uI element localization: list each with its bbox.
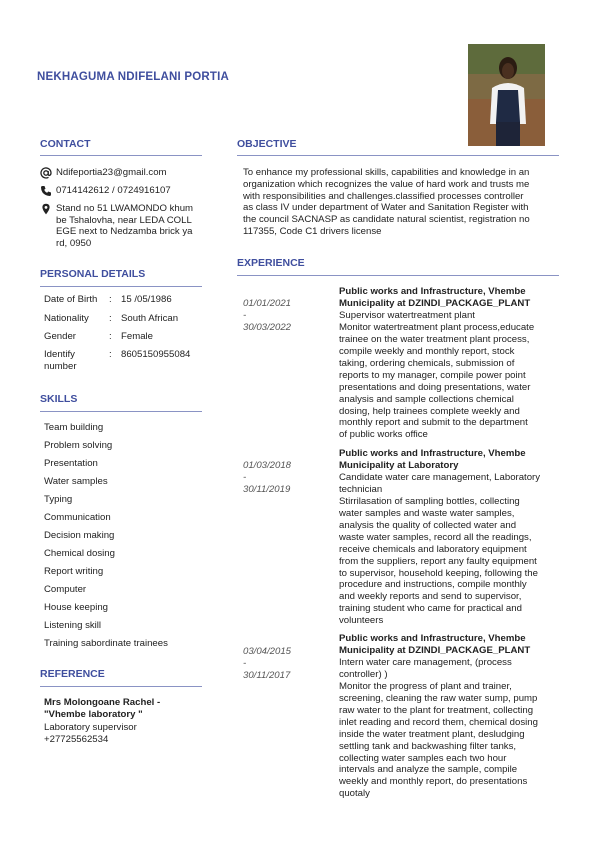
- description-line: Supervisor watertreatment plant: [339, 309, 475, 321]
- at-icon: [40, 167, 53, 179]
- pd-label-line: number: [44, 360, 77, 372]
- contact-heading: CONTACT: [40, 138, 91, 150]
- pd-colon: :: [109, 294, 112, 305]
- objective-divider: [237, 155, 559, 156]
- description-line: weekly and monthly report, do presentations: [339, 776, 528, 788]
- date-start: 01/03/2018: [243, 460, 292, 471]
- skill-item: Report writing: [44, 566, 104, 577]
- contact-phone: [40, 185, 171, 197]
- pd-value: 8605150955084: [121, 349, 191, 360]
- description-line: Monitor the progress of plant and trainer,: [339, 680, 512, 692]
- description-line: taking, ordering chemicals, submission of: [339, 357, 515, 369]
- pd-colon: :: [109, 349, 112, 360]
- description-line: from the suppliers, report any faulty equipment: [339, 555, 537, 567]
- contact-divider: [40, 155, 202, 156]
- objective-line: To enhance my professional skills, capabilities and knowledge in an: [243, 167, 530, 178]
- contact-address-text: [56, 203, 193, 249]
- employer-line: Public works and Infrastructure, Vhembe: [339, 286, 526, 297]
- skill-item: Typing: [44, 494, 73, 505]
- objective-line: the council SACNASP as candidate natural scientist, registration no: [243, 214, 530, 226]
- pd-label: Gender: [44, 331, 76, 342]
- objective-line: 117355, Code C1 drivers license: [243, 225, 382, 237]
- address-line: be Tshalovha, near LEDA COLL: [56, 214, 192, 226]
- resume-name: NEKHAGUMA NDIFELANI PORTIA: [37, 71, 229, 83]
- description-line: trainee on the water treatment plant process,: [339, 333, 530, 345]
- address-line: rd, 0950: [56, 237, 92, 249]
- description-line: analysis and sample collections chemical: [339, 393, 514, 405]
- description-line: technician: [339, 483, 383, 495]
- description-line: monthly report and submit to the department: [339, 417, 528, 429]
- objective-line: organization which recognizes the value of hard work and trusts me: [243, 178, 530, 190]
- description-line: dosing, help trainees complete weekly and: [339, 405, 520, 417]
- date-end: 30/11/2019: [243, 484, 291, 495]
- employer-line: Public works and Infrastructure, Vhembe: [339, 633, 526, 644]
- reference-name-line: Mrs Molongoane Rachel -: [44, 697, 161, 708]
- description-line: collecting water samples each two hour: [339, 752, 507, 764]
- description-line: controller) ): [339, 668, 388, 680]
- pd-label: Date of Birth: [44, 294, 98, 305]
- experience-entry: [339, 633, 561, 800]
- personal-details-heading: PERSONAL DETAILS: [40, 268, 146, 280]
- experience-entry: [339, 448, 561, 627]
- description-line: procedure and instructions, compile monthly: [339, 579, 527, 591]
- description-line: and weekly reports and send to supervisor,: [339, 591, 522, 603]
- description-line: compile weekly and monthly report, stock: [339, 345, 515, 357]
- reference-name-line: "Vhembe laboratory ": [44, 708, 143, 720]
- reference-name: [44, 697, 194, 720]
- description-line: presentations and doing presentations, water: [339, 381, 531, 393]
- contact-phone-text: 0714142612 / 0724916107: [56, 185, 171, 196]
- description-line: intervals and analyze the sample, compile: [339, 764, 518, 776]
- objective-line: as class IV under department of Water and Sanitation Register with: [243, 202, 529, 214]
- description-line: volunteers: [339, 615, 384, 627]
- skills-heading: SKILLS: [40, 393, 78, 405]
- description-line: analysis the quality of collected water and: [339, 519, 517, 531]
- address-line: EGE next to Nedzamba brick ya: [56, 226, 193, 237]
- description-line: reports to my manager, compile power point: [339, 369, 526, 381]
- skill-item: Decision making: [44, 530, 115, 541]
- employer-line: Municipality at DZINDI_PACKAGE_PLANT: [339, 297, 531, 309]
- description-line: Intern water care management, (process: [339, 656, 512, 668]
- objective-line: with responsibilities and challenges.classified processes controller: [243, 190, 524, 202]
- experience-dates: [243, 460, 291, 496]
- date-end: 30/03/2022: [243, 322, 292, 333]
- experience-dates: [243, 298, 291, 334]
- description-line: screening, cleaning the raw water sump, pump: [339, 692, 538, 704]
- description-line: quotaly: [339, 788, 370, 800]
- date-start: 01/01/2021: [243, 298, 292, 309]
- description-line: water samples and waste water samples,: [339, 507, 515, 519]
- objective-heading: OBJECTIVE: [237, 138, 297, 150]
- pd-label: [44, 349, 106, 372]
- date-end: 30/11/2017: [243, 670, 291, 681]
- experience-divider: [237, 275, 559, 276]
- profile-photo: [468, 44, 545, 146]
- description-line: training student who came for practical and: [339, 603, 522, 615]
- pd-value: Female: [121, 331, 153, 342]
- description-line: raw water to the plant for treatment, collecting: [339, 704, 534, 716]
- description-line: settling tank and backwashing filter tanks,: [339, 740, 517, 752]
- contact-email-text: Ndifeportia23@gmail.com: [56, 167, 167, 178]
- contact-email: [40, 167, 167, 179]
- experience-entry: [339, 286, 561, 441]
- reference-phone: +27725562534: [44, 734, 109, 745]
- skill-item: Team building: [44, 422, 104, 433]
- skill-item: Presentation: [44, 458, 98, 469]
- employer-line: Public works and Infrastructure, Vhembe: [339, 448, 526, 459]
- reference-heading: REFERENCE: [40, 668, 105, 680]
- description-line: to supervisor, household keeping, following the: [339, 567, 538, 579]
- reference-title: Laboratory supervisor: [44, 722, 137, 733]
- personal-details-divider: [40, 286, 202, 287]
- description-line: Candidate water care management, Laboratory: [339, 471, 541, 483]
- skill-item: Computer: [44, 584, 87, 595]
- employer-line: Municipality at Laboratory: [339, 459, 459, 471]
- pd-value: 15 /05/1986: [121, 294, 172, 305]
- date-start: 03/04/2015: [243, 646, 292, 657]
- location-pin-icon: [40, 203, 53, 215]
- skill-item: Communication: [44, 512, 111, 523]
- description-line: inside the water treatment plant, desludging: [339, 728, 525, 740]
- skills-divider: [40, 411, 202, 412]
- date-separator: -: [243, 310, 247, 321]
- address-line: Stand no 51 LWAMONDO khum: [56, 203, 194, 214]
- date-separator: -: [243, 472, 247, 483]
- date-separator: -: [243, 658, 247, 669]
- skill-item: Chemical dosing: [44, 548, 115, 559]
- experience-dates: [243, 646, 291, 682]
- description-line: Stirrilasation of sampling bottles, collecting: [339, 495, 520, 507]
- description-line: waste water samples, record all the readings,: [339, 531, 532, 543]
- pd-value: South African: [121, 313, 179, 324]
- skill-item: Problem solving: [44, 440, 113, 451]
- contact-address: [40, 203, 193, 249]
- objective-text: [243, 167, 561, 238]
- pd-colon: :: [109, 313, 112, 324]
- employer-line: Municipality at DZINDI_PACKAGE_PLANT: [339, 644, 531, 656]
- description-line: Monitor watertreatment plant process,educate: [339, 321, 535, 333]
- skill-item: Training sabordinate trainees: [44, 638, 168, 649]
- description-line: receive chemicals and laboratory equipment: [339, 543, 527, 555]
- skill-item: Listening skill: [44, 620, 102, 631]
- reference-divider: [40, 686, 202, 687]
- pd-label: Nationality: [44, 313, 89, 324]
- skill-item: Water samples: [44, 476, 108, 487]
- skill-item: House keeping: [44, 602, 109, 613]
- description-line: of public works office: [339, 429, 428, 441]
- pd-label-line: Identify: [44, 349, 75, 360]
- experience-heading: EXPERIENCE: [237, 257, 305, 269]
- pd-colon: :: [109, 331, 112, 342]
- description-line: inlet reading and record them, chemical dosing: [339, 716, 538, 728]
- phone-icon: [40, 185, 53, 197]
